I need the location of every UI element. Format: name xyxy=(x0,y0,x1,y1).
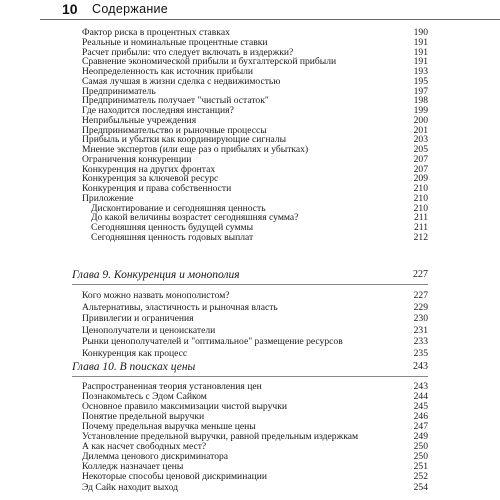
toc-entry xyxy=(82,336,428,347)
toc-entry xyxy=(82,290,428,301)
entry-title: Где находится последняя инстанция? xyxy=(82,105,234,116)
chapter-9-heading xyxy=(72,268,428,282)
entry-page: 205 xyxy=(413,144,428,155)
entry-page: 211 xyxy=(413,222,428,233)
entry-title: Познакомьтесь с Эдом Сайком xyxy=(82,391,207,403)
chapter-rule xyxy=(72,376,428,377)
entry-page: 247 xyxy=(413,421,428,433)
entry-page: 252 xyxy=(413,471,428,483)
entry-page: 200 xyxy=(413,114,428,126)
entry-title: Основное правило максимизации чистой выручки xyxy=(82,401,287,413)
entry-page: 210 xyxy=(413,183,428,194)
entry-title: Конкуренция на других фронтах xyxy=(82,163,216,175)
toc-entry xyxy=(82,482,428,493)
entry-page: 251 xyxy=(413,461,428,473)
entry-page: 209 xyxy=(413,173,428,185)
entry-page: 244 xyxy=(413,391,428,403)
entry-page: 207 xyxy=(413,163,428,175)
entry-title: Прибыль и убытки как координирующие сигналы xyxy=(82,134,287,146)
entry-page: 245 xyxy=(413,401,428,413)
entry-page: 197 xyxy=(413,85,428,97)
entry-page: 191 xyxy=(413,46,428,58)
entry-title: Ограничения конкуренции xyxy=(82,153,192,165)
entry-page: 230 xyxy=(413,313,428,325)
entry-page: 229 xyxy=(413,301,428,313)
entry-title: Некоторые способы ценовой дискриминации xyxy=(82,471,267,483)
entry-title: Дисконтирование и сегодняшняя ценность xyxy=(91,202,266,214)
entry-title: Привилегии и ограничения xyxy=(82,313,194,325)
entry-page: 198 xyxy=(413,95,428,107)
entry-page: 249 xyxy=(413,431,428,443)
entry-title: Неприбыльные учреждения xyxy=(82,114,197,126)
entry-page: 191 xyxy=(413,56,428,68)
chapter-page: 243 xyxy=(413,361,428,372)
entry-title: Предпринимательство и рыночные процессы xyxy=(82,124,267,136)
chapter-10-heading xyxy=(72,360,428,374)
entry-page: 203 xyxy=(413,134,428,146)
toc-entry xyxy=(82,313,428,324)
entry-title: Распространенная теория установления цен xyxy=(82,381,262,392)
entry-page: 210 xyxy=(413,192,428,204)
chapter-title: Глава 9. Конкуренция и монополия xyxy=(72,269,240,281)
entry-page: 246 xyxy=(413,411,428,423)
entry-title: А как насчет свободных мест? xyxy=(82,441,207,453)
entry-page: 195 xyxy=(413,75,428,87)
entry-page: 207 xyxy=(413,153,428,165)
entry-page: 231 xyxy=(413,324,428,336)
entry-page: 190 xyxy=(413,27,428,38)
entry-title: Конкуренция за ключевой ресурс xyxy=(82,173,219,185)
entry-page: 211 xyxy=(413,212,428,224)
entry-title: Кого можно назвать монополистом? xyxy=(82,290,230,301)
entry-title: Предприниматель xyxy=(82,85,156,97)
entry-title: Ценополучатели и ценоискатели xyxy=(82,324,216,336)
entry-page: 243 xyxy=(413,381,428,392)
entry-page: 193 xyxy=(413,66,428,77)
entry-title: Конкуренция и права собственности xyxy=(82,183,232,194)
toc-entry xyxy=(82,302,428,313)
entry-page: 254 xyxy=(413,481,428,493)
entry-title: Установление предельной выручки, равной предельным издержкам xyxy=(82,431,359,443)
entry-title: Сегодняшняя ценность годовых выплат xyxy=(91,231,254,243)
entry-page: 235 xyxy=(413,348,428,359)
entry-title: Эд Сайк находит выход xyxy=(82,481,178,493)
entry-page: 250 xyxy=(413,451,428,463)
entry-title: Предприниматель получает "чистый остаток" xyxy=(82,95,269,107)
entry-page: 227 xyxy=(413,290,428,301)
entry-title: Сравнение экономической прибыли и бухгалтерской прибыли xyxy=(82,56,337,68)
entry-title: Колледж назначает цены xyxy=(82,461,184,473)
chapter-title: Глава 10. В поисках цены xyxy=(72,361,196,373)
page-number: 10 xyxy=(62,1,78,17)
chapter-rule xyxy=(72,284,428,285)
entry-title: Рынки ценополучателей и "оптимальное" размещение ресурсов xyxy=(82,336,343,348)
entry-title: Мнение экспертов (или еще раз о прибылях и убытках) xyxy=(82,144,309,155)
running-title: Содержание xyxy=(92,2,169,16)
entry-page: 212 xyxy=(413,231,428,243)
entry-title: До какой величины возрастет сегодняшняя сумма? xyxy=(91,212,299,224)
entry-page: 191 xyxy=(413,36,428,48)
entry-page: 210 xyxy=(413,202,428,214)
entry-page: 201 xyxy=(413,124,428,136)
entry-title: Альтернативы, эластичность и рыночная власть xyxy=(82,301,278,313)
entry-title: Почему предельная выручка меньше цены xyxy=(82,421,256,433)
entry-title: Фактор риска в процентных ставках xyxy=(82,27,230,38)
entry-page: 250 xyxy=(413,441,428,453)
toc-entry xyxy=(82,325,428,336)
entry-title: Самая лучшая в жизни сделка с недвижимостью xyxy=(82,75,281,87)
toc-entry xyxy=(91,232,428,243)
entry-title: Реальные и номинальные процентные ставки xyxy=(82,36,268,48)
entry-title: Приложение xyxy=(82,192,134,204)
entry-title: Расчет прибыли: что следует включать в издержки? xyxy=(82,46,294,58)
entry-title: Понятие предельной выручки xyxy=(82,411,205,423)
toc-entry xyxy=(82,348,428,359)
entry-title: Сегодняшняя ценность будущей суммы xyxy=(91,222,254,233)
entry-title: Конкуренция как процесс xyxy=(82,348,188,359)
entry-page: 233 xyxy=(413,336,428,348)
entry-page: 199 xyxy=(413,105,428,116)
entry-title: Неопределенность как источник прибыли xyxy=(82,66,254,77)
chapter-page: 227 xyxy=(413,269,428,280)
entry-title: Дилемма ценового дискриминатора xyxy=(82,451,229,463)
